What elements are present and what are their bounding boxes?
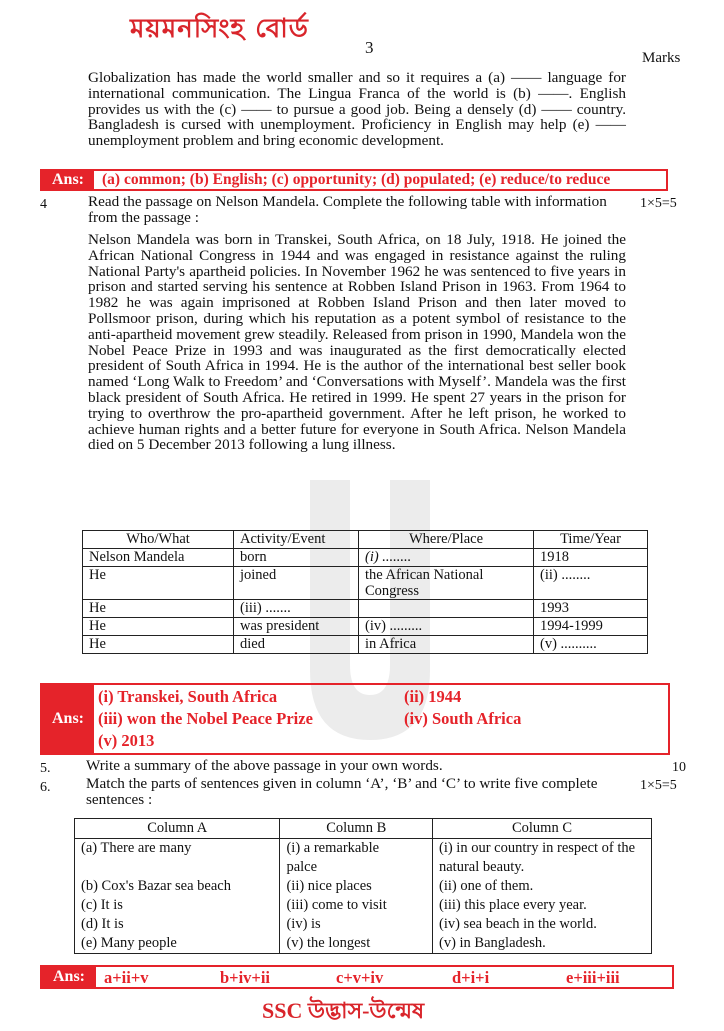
table-cell: was president [234,618,359,636]
table-cell: (v) .......... [534,636,648,654]
list-item: (iii) this place every year. [439,897,587,913]
q4-table [82,530,648,654]
list-item: (i) a remarkable palce [286,840,380,875]
list-item: (b) Cox's Bazar sea beach [81,878,231,894]
q4-answer-box [40,683,670,755]
table-cell: He [83,600,234,618]
q4-passage: Nelson Mandela was born in Transkei, South Africa, on 18 July, 1918. He joined the African National Congress in 1944 and was engaged in resistance against the ruling National Party's apartheid policies. In November 1962 he was sentenced to five years in prison and started serving his sentence at Robben Island Prison in 1963. From 1964 to 1982 he was again imprisoned at Robben Island Prison and then later moved to Pollsmoor prison, during which his reputation as a potent symbol of resistance to the anti-apartheid movement grew steadily. Released from prison in 1990, Mandela won the Nobel Peace Prize in 1993 and was inaugurated as the first democratically elected president of South Africa in 1994. He is the author of the international best seller book named ‘Long Walk to Freedom’ and ‘Conversations with Myself’. Mandela was the first black president of South Africa. He retired in 1999. He spent 27 years in the prison for trying to overthrow the pro-apartheid government. After he left prison, he worked to achieve human rights and a better future for everyone in South Africa. Nelson Mandela died on 5 December 2013 following a lung illness. [88,231,626,454]
table-cell: (iii) ....... [234,600,359,618]
table-cell: (ii) ........ [534,567,648,600]
table-cell: He [83,636,234,654]
q4-answer-ii: (ii) 1944 [404,687,462,706]
q4-instruction: Read the passage on Nelson Mandela. Complete the following table with information from the passage : [88,193,607,226]
q5-marks: 10 [672,760,686,775]
list-item: (v) the longest [286,935,371,951]
q6-answer-d: d+i+i [452,968,490,987]
q6-answer-e: e+iii+iii [566,968,620,987]
table-cell: 1918 [534,549,648,567]
list-item: (c) It is [81,897,123,913]
table-cell: (i) ........ [359,549,534,567]
q4-answer-list [94,685,668,753]
q6-marks: 1×5=5 [640,778,677,793]
table-cell: (iv) ......... [359,618,534,636]
table-cell: 1993 [534,600,648,618]
board-title: ময়মনসিংহ বোর্ড [130,14,309,44]
table-cell: joined [234,567,359,600]
table-cell: the African National Congress [359,567,534,600]
q6-col-c-header: Column C [433,819,652,839]
q5-number: 5. [40,761,51,776]
list-item: (ii) nice places [286,878,372,894]
table-cell: born [234,549,359,567]
list-item: (i) in our country in respect of the natural beauty. [439,840,636,875]
table-cell: 1994-1999 [534,618,648,636]
table-cell: He [83,618,234,636]
q6-col-a-header: Column A [75,819,280,839]
q6-match-table [74,818,652,954]
marks-heading: Marks [642,50,681,66]
q4-answer-iv: (iv) South Africa [404,709,522,728]
q6-col-b [280,839,433,954]
list-item: (e) Many people [81,935,177,951]
list-item: (iv) sea beach in the world. [439,916,597,932]
table-cell [359,600,534,618]
table-cell: Nelson Mandela [83,549,234,567]
q4-number: 4 [40,197,47,212]
table-row [83,600,648,618]
q4-col-who: Who/What [83,531,234,549]
q6-text: Match the parts of sentences given in column ‘A’, ‘B’ and ‘C’ to write five complete sentences : [86,775,598,808]
list-item: (ii) one of them. [439,878,534,894]
q4-answer-v: (v) 2013 [98,731,155,750]
q6-answer-c: c+v+iv [336,968,384,987]
table-cell: died [234,636,359,654]
q4-answer-iii: (iii) won the Nobel Peace Prize [98,709,313,728]
page-number: 3 [365,38,374,57]
q4-col-where: Where/Place [359,531,534,549]
q3-answer-box [40,169,668,191]
list-item: (a) There are many [81,840,192,856]
q6-number: 6. [40,780,51,795]
q4-col-activity: Activity/Event [234,531,359,549]
list-item: (d) It is [81,916,124,932]
q3-answer-label: Ans: [42,171,94,189]
list-item: (v) in Bangladesh. [439,935,546,951]
list-item: (iv) is [286,916,321,932]
q6-answer-box [40,965,674,989]
table-cell: He [83,567,234,600]
q3-passage: Globalization has made the world smaller and so it requires a (a) —— language for international communication. The Lingua Franca of the world is (b) ——. English provides us with the (c) —— to pursue a good job. Being a densely (d) —— country. Bangladesh is cursed with unemployment. Proficiency in English may help (e) —— unemployment problem and bring economic development. [88,69,626,150]
q4-marks: 1×5=5 [640,196,677,211]
q6-answer-list [96,967,672,987]
q6-answer-a: a+ii+v [104,968,149,987]
table-row [83,567,648,600]
q4-answer-label: Ans: [42,685,94,753]
q3-answer-text: (a) common; (b) English; (c) opportunity; (d) populated; (e) reduce/to reduce [102,171,611,188]
q6-col-a [75,839,280,954]
q6-col-b-header: Column B [280,819,433,839]
table-cell: in Africa [359,636,534,654]
list-item: (iii) come to visit [286,897,387,913]
q5-text: Write a summary of the above passage in your own words. [86,757,443,774]
footer-brand: SSC উদ্ভাস-উন্মেষ [262,998,425,1023]
q6-col-c [433,839,652,954]
q4-answer-i: (i) Transkei, South Africa [98,687,278,706]
table-row [83,636,648,654]
q6-answer-label: Ans: [42,967,96,987]
q4-col-time: Time/Year [534,531,648,549]
q6-answer-b: b+iv+ii [220,968,270,987]
table-row [83,549,648,567]
table-row [83,618,648,636]
